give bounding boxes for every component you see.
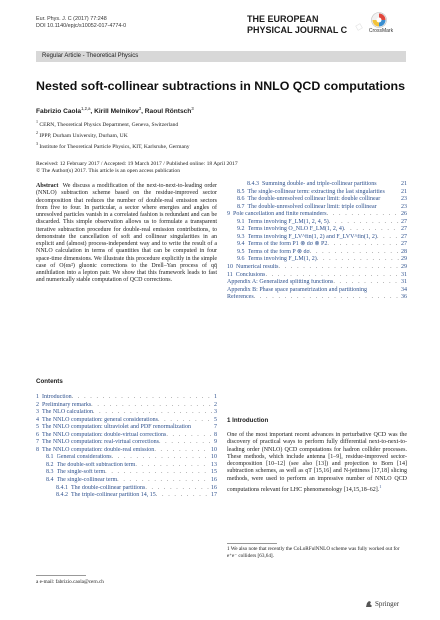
toc-entry-page: 27 [401,218,407,225]
springer-horse-icon [365,600,373,608]
toc-leader-dots [158,417,212,425]
toc-entry-number: 9.5 [237,248,245,255]
toc-entry-title: The double-unresolved collinear limit: double collinear [247,196,381,203]
toc-entry-page: 15 [211,469,217,476]
toc-entry-page: 17 [211,492,217,499]
toc-entry-title: The NNLO computation: double-virtual corrections [42,431,167,438]
toc-leader-dots [377,234,399,242]
toc-entry[interactable] [227,219,407,227]
toc-entry-title: Terms of the form P ⊗ dσ [247,248,310,255]
toc-entry-title: Terms involving F_LM(1, 2) [247,256,317,263]
publication-dates: Received: 12 February 2017 / Accepted: 19 March 2017 / Published online: 18 April 2017 [36,161,238,167]
toc-leader-dots [317,256,399,264]
toc-entry-title: The NNLO computation: general considerations [42,416,158,423]
toc-entry[interactable] [227,272,407,280]
toc-leader-dots [159,439,212,447]
toc-entry-page: 16 [211,477,217,484]
toc-entry-title: The double-unresolved collinear limit: triple collinear [247,203,377,210]
toc-entry-page: 23 [401,196,407,203]
toc-entry-number: 8.4 [46,477,54,484]
toc-left-column [36,394,217,500]
watermark: ▫ [352,19,366,34]
toc-entry-page: 5 [214,416,217,423]
toc-right-column [227,181,407,302]
toc-leader-dots [105,469,209,477]
toc-entry-number: 8.5 [237,188,245,195]
toc-entry-page: 8 [214,431,217,438]
toc-entry[interactable] [227,249,407,257]
toc-entry-title: References [227,294,254,301]
toc-entry[interactable] [36,469,217,477]
toc-entry-title: Terms involving Ô_NLO F_LM(1, 2, 4) [247,226,344,233]
toc-entry-number: 6 [36,431,39,438]
journal-name-line1: THE EUROPEAN [247,14,319,24]
toc-entry-number: 9.3 [237,233,245,240]
author-affiliation-mark: 3 [191,106,194,111]
toc-entry[interactable] [227,181,407,189]
toc-entry[interactable] [227,226,407,234]
toc-leader-dots [112,454,209,462]
footnote-text: 1 We also note that recently the CoLoRFulNNLO scheme was fully worked out for e⁺e⁻ colliders [63,64]. [227,546,400,559]
toc-leader-dots [156,492,209,500]
toc-leader-dots [265,272,399,280]
introduction-heading: 1 Introduction [227,417,269,424]
toc-entry[interactable] [227,204,407,212]
toc-entry-title: The NLO calculation [42,409,93,416]
footnote-rule-right [227,543,277,544]
toc-leader-dots [72,394,212,402]
toc-entry[interactable] [36,417,217,425]
toc-entry[interactable] [36,462,217,470]
toc-entry[interactable] [36,485,217,493]
toc-entry-number: 8 [36,446,39,453]
author-affiliation-mark: 3 [138,106,142,111]
toc-entry[interactable] [36,439,217,447]
toc-entry[interactable] [227,256,407,264]
toc-entry-page: 26 [401,211,407,218]
toc-entry-page: 34 [401,286,407,293]
toc-leader-dots [93,409,212,417]
toc-entry-title: The single-collinear term: extracting the last singularities [247,188,385,195]
author-name: Raoul Röntsch [144,108,192,116]
toc-entry-title: Terms of the form P1 ⊗ dσ ⊗ P2 [247,241,328,248]
toc-entry-number: 8.3 [46,469,54,476]
toc-entry[interactable] [36,477,217,485]
toc-entry-number: 11 [227,271,233,278]
toc-leader-dots [91,402,212,410]
toc-entry-page: 31 [401,279,407,286]
toc-entry-number: 8.2 [46,461,54,468]
affiliation-item: $^3$ Institute for Theoretical Particle Physics, KIT, Karlsruhe, Germany [36,141,190,150]
abstract-label: Abstract [36,183,59,189]
toc-entry-number: 2 [36,401,39,408]
toc-entry-page: 27 [401,241,407,248]
toc-entry-page: 23 [401,203,407,210]
toc-entry[interactable] [36,492,217,500]
toc-entry-title: The double-soft subtraction term [56,461,136,468]
toc-entry-page: 21 [401,188,407,195]
toc-leader-dots [344,226,399,234]
toc-entry-page: 29 [401,256,407,263]
copyright-notice: © The Author(s) 2017. This article is an open access publication [36,168,181,174]
introduction-text: One of the most important recent advances in perturbative QCD was the discovery of practical ways to perform fully differential next-to-next-to-leading order (NNLO) QCD computations for hadron collider processes. These methods, which include antenna [1–9], residue-improved sector-decomposition [10–12] (see also [13]) and projection to Born [14] subtraction schemes, as well as qT [15,16] and N-jettiness [17,18] slicing methods, were used to perform an impressive number of NNLO QCD computations relevant for LHC phenomenology [14,15,18–62].$^1$ [227,432,407,494]
toc-entry-title: The single-soft term [56,469,106,476]
footnote-email[interactable]: a e-mail: fabrizio.caola@cern.ch [36,579,104,585]
toc-entry-number: 8.4.1 [56,484,68,491]
footnote-marker[interactable]: 1 [379,484,382,490]
toc-entry-page: 10 [211,446,217,453]
toc-entry-number: 9.4 [237,241,245,248]
author-affiliation-mark: 1,2,a [81,106,91,111]
toc-entry[interactable] [227,189,407,197]
toc-entry-page: 9 [214,439,217,446]
toc-entry-number: 4 [36,416,39,423]
toc-leader-dots [135,462,209,470]
toc-entry[interactable] [36,454,217,462]
toc-leader-dots [329,219,399,227]
toc-entry[interactable] [227,294,407,302]
toc-entry-title: The NNLO computation: double-real emission [42,446,155,453]
toc-entry-number: 8.6 [237,196,245,203]
toc-entry-number: 3 [36,409,39,416]
toc-entry-page: 31 [401,271,407,278]
abstract [36,183,217,285]
toc-entry-title: General considerations [56,454,112,461]
toc-entry-title: Pole cancellation and finite remainders [233,211,327,218]
toc-entry[interactable] [227,196,407,204]
toc-entry-page: 27 [401,233,407,240]
toc-entry[interactable] [36,432,217,440]
toc-entry[interactable] [227,279,407,287]
toc-entry[interactable] [36,394,217,402]
toc-entry-page: 29 [401,264,407,271]
toc-entry-page: 1 [214,394,217,400]
toc-entry[interactable] [227,264,407,272]
toc-entry-number: 10 [227,264,233,271]
toc-leader-dots [166,432,212,440]
toc-leader-dots [154,447,209,455]
toc-entry-number: 9.6 [237,256,245,263]
toc-entry-number: 8.7 [237,203,245,210]
toc-entry-title: Preliminary remarks [42,401,92,408]
crossmark-label: CrossMark [368,28,394,34]
toc-leader-dots [333,279,399,287]
toc-entry-page: 27 [401,226,407,233]
toc-entry-title: Terms involving F_LM(1, 2, 4, 5) [247,218,329,225]
article-category: Regular Article - Theoretical Physics [42,52,139,59]
publisher-logo [365,600,399,608]
toc-entry-page: 3 [214,409,217,416]
toc-entry[interactable] [36,409,217,417]
toc-entry[interactable] [227,241,407,249]
toc-entry[interactable] [36,447,217,455]
toc-entry[interactable] [36,402,217,410]
toc-entry-title: Conclusions [235,271,266,278]
article-title: Nested soft-collinear subtractions in NNLO QCD computations [36,79,406,93]
toc-entry-page: 16 [211,484,217,491]
toc-entry-title: Appendix A: Generalized splitting functions [227,279,334,286]
toc-entry-number: 9.1 [237,218,245,225]
toc-entry-title: Summing double- and triple-collinear partitions [262,181,377,187]
toc-entry-title: Numerical results [236,264,279,271]
abstract-text: We discuss a modification of the next-to-next-to-leading order (NNLO) subtraction scheme based on the residue-improved sector decomposition that reduces the number of double-real emission sectors from five to four. In particular, a sector where energies and angles of unresolved particles vanish in a correlated fashion is redundant and can be discarded. This simple observation allows us to formulate a transparent iterative subtraction procedure for double-real emission contributions, to demonstrate the cancellation of soft and collinear singularities in an explicit and (almost) process-independent way and to write the result of a NNLO calculation in terms of quantities that can be computed in four space-time dimensions. We illustrate this procedure explicitly in the simple case of O(αs²) gluonic corrections to the Drell–Yan process of qq̄ annihilation into a lepton pair. We show that this framework leads to fast and numerically stable computation of QCD corrections. [36,183,217,284]
toc-leader-dots [327,211,399,219]
toc-leader-dots [145,485,209,493]
toc-leader-dots [310,249,399,257]
footnote-rule-left [36,575,86,576]
toc-entry-page: 21 [401,181,407,187]
toc-entry-title: The double-collinear partitions [71,484,146,491]
affiliation-item: $^2$ IPPP, Durham University, Durham, UK [36,130,128,139]
toc-entry-number: 9 [227,211,230,218]
toc-entry-number: 1 [36,394,39,400]
toc-entry-number: 9.2 [237,226,245,233]
toc-entry-page: 2 [214,401,217,408]
toc-entry-page: 10 [211,454,217,461]
toc-entry-title: Appendix B: Phase space parametrization and partitioning [227,286,367,293]
toc-entry-number: 8.4.3 [247,181,259,187]
toc-entry-number: 7 [36,439,39,446]
toc-entry-number: 8.1 [46,454,54,461]
toc-entry-title: The NNLO computation: real-virtual corrections [42,439,159,446]
crossmark-badge[interactable] [358,12,404,34]
toc-entry-page: 28 [401,248,407,255]
toc-entry-title: Introduction [42,394,72,400]
toc-entry-page: 7 [214,424,217,431]
toc-entry-title: The single-collinear term [56,477,118,484]
toc-entry-page: 36 [401,294,407,301]
toc-entry[interactable] [227,211,407,219]
author-list: Fabrizio Caola$^{1,2,a}$, Kirill Melnikov$^3$, Raoul Röntsch$^3$ [36,106,194,116]
toc-entry-title: The triple-collinear partition 14, 15 [71,492,156,499]
affiliation-item: $^1$ CERN, Theoretical Physics Department, Geneva, Switzerland [36,119,179,128]
toc-entry[interactable] [227,234,407,242]
toc-entry[interactable] [36,424,217,432]
journal-logo [247,14,352,36]
toc-entry-page: 13 [211,461,217,468]
toc-leader-dots [254,294,399,302]
doi-line: DOI 10.1140/epjc/s10052-017-4774-0 [36,23,127,29]
journal-name-line2: PHYSICAL JOURNAL C [247,25,348,35]
toc-entry-number: 8.4.2 [56,492,68,499]
crossmark-icon [371,12,387,28]
toc-entry-title: The NNLO computation: ultraviolet and PDF renormalization [42,424,191,431]
author-name: Fabrizio Caola [36,108,82,116]
toc-entry[interactable] [227,287,407,295]
affiliations [36,118,190,151]
toc-leader-dots [327,241,399,249]
author-name: Kirill Melnikov [94,108,139,116]
article-category-bar [36,51,406,62]
toc-entry-title: Terms involving F_LV^fin(1, 2) and F_LVV^fin(1, 2) [247,233,377,240]
toc-leader-dots [279,264,400,272]
toc-leader-dots [117,477,209,485]
toc-entry-number: 5 [36,424,39,431]
publisher-name: Springer [375,600,400,608]
contents-heading: Contents [36,378,63,385]
citation-line: Eur. Phys. J. C (2017) 77:248 [36,16,107,22]
